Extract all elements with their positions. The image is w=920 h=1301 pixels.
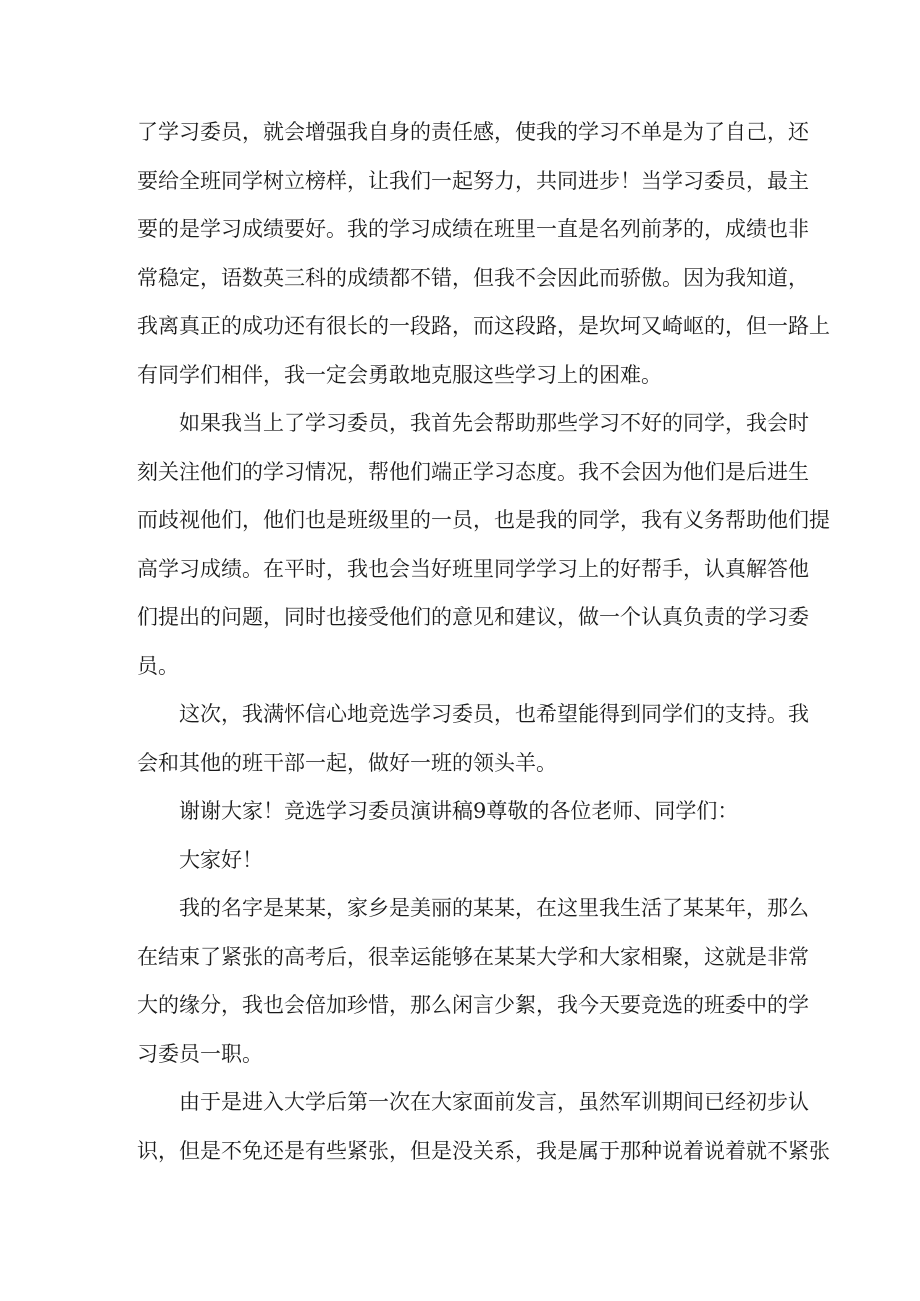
paragraph-line: 员。 [137, 653, 179, 678]
paragraph-line: 要的是学习成绩要好。我的学习成绩在班里一直是名列前茅的，成绩也非 [137, 217, 809, 241]
paragraph-first-line: 如果我当上了学习委员，我首先会帮助那些学习不好的同学，我会时 [179, 411, 809, 435]
paragraph-line: 刻关注他们的学习情况，帮他们端正学习态度。我不会因为他们是后进生 [137, 459, 809, 484]
paragraph-first-line: 谢谢大家！竞选学习委员演讲稿9尊敬的各位老师、同学们： [179, 799, 739, 823]
paragraph-line: 大的缘分，我也会倍加珍惜，那么闲言少絮，我今天要竞选的班委中的学 [137, 993, 809, 1017]
paragraph-line: 有同学们相伴，我一定会勇敢地克服这些学习上的困难。 [137, 362, 662, 387]
paragraph-first-line: 由于是进入大学后第一次在大家面前发言，虽然军训期间已经初步认 [179, 1090, 809, 1114]
paragraph-line: 们提出的问题，同时也接受他们的意见和建议，做一个认真负责的学习委 [137, 605, 809, 629]
document-body [137, 108, 830, 1175]
paragraph-line: 要给全班同学树立榜样，让我们一起努力，共同进步！当学习委员，最主 [137, 168, 809, 193]
paragraph-line: 我离真正的成功还有很长的一段路，而这段路，是坎坷又崎岖的，但一路上 [137, 314, 830, 338]
paragraph-first-line: 我的名字是某某，家乡是美丽的某某，在这里我生活了某某年，那么 [179, 896, 809, 920]
paragraph-line: 识，但是不免还是有些紧张，但是没关系，我是属于那种说着说着就不紧张 [137, 1138, 830, 1163]
paragraph-first-line: 大家好！ [179, 847, 263, 872]
paragraph-line: 了学习委员，就会增强我自身的责任感，使我的学习不单是为了自己，还 [137, 120, 809, 144]
paragraph-line: 会和其他的班干部一起，做好一班的领头羊。 [137, 750, 557, 775]
paragraph-line: 在结束了紧张的高考后，很幸运能够在某某大学和大家相聚，这就是非常 [137, 944, 809, 969]
paragraph-line: 高学习成绩。在平时，我也会当好班里同学学习上的好帮手，认真解答他 [137, 556, 809, 581]
paragraph-line: 常稳定，语数英三科的成绩都不错，但我不会因此而骄傲。因为我知道， [137, 265, 809, 290]
paragraph-line: 而歧视他们，他们也是班级里的一员，也是我的同学，我有义务帮助他们提 [137, 508, 830, 532]
paragraph-line: 习委员一职。 [137, 1041, 263, 1066]
paragraph-first-line: 这次，我满怀信心地竞选学习委员，也希望能得到同学们的支持。我 [179, 702, 809, 726]
